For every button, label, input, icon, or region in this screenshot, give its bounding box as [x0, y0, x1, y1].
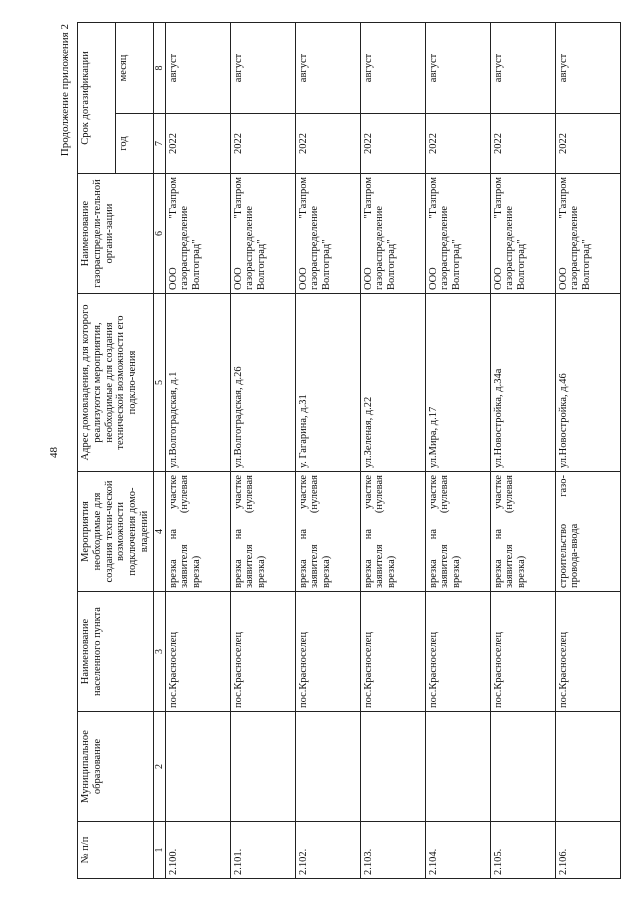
cell-settlement: пос.Красноселец — [425, 592, 490, 712]
cell-municipality — [295, 712, 360, 822]
cell-address: ул.Волгоградская, д.1 — [165, 294, 230, 472]
cell-num: 2.101. — [230, 822, 295, 879]
cell-address: ул.Зеленая, д.22 — [360, 294, 425, 472]
cell-measure: строительство газо-провода-ввода — [555, 472, 620, 592]
cell-gas-org: ООО "Газпром газораспределение Волгоград" — [295, 174, 360, 294]
cell-year: 2022 — [490, 114, 555, 174]
cell-gas-org: ООО "Газпром газораспределение Волгоград" — [425, 174, 490, 294]
cell-year: 2022 — [295, 114, 360, 174]
cell-settlement: пос.Красноселец — [555, 592, 620, 712]
table-row — [490, 22, 555, 878]
cell-gas-org: ООО "Газпром газораспределение Волгоград" — [490, 174, 555, 294]
column-number: 4 — [153, 472, 165, 592]
column-number: 7 — [153, 114, 165, 174]
cell-month: август — [165, 22, 230, 113]
cell-year: 2022 — [360, 114, 425, 174]
cell-gas-org: ООО "Газпром газораспределение Волгоград" — [360, 174, 425, 294]
cell-gas-org: ООО "Газпром газораспределение Волгоград" — [165, 174, 230, 294]
header-address: Адрес домовладения, для которого реализуются мероприятия, необходимые для создания технической возможности его подклю-чения — [78, 294, 154, 472]
cell-num: 2.100. — [165, 822, 230, 879]
cell-measure: врезка на участке заявителя (нулевая врезка) — [295, 472, 360, 592]
cell-settlement: пос.Красноселец — [230, 592, 295, 712]
header-num: № п/п — [78, 822, 154, 879]
table-row — [165, 22, 230, 878]
column-number: 6 — [153, 174, 165, 294]
cell-month: август — [230, 22, 295, 113]
cell-municipality — [555, 712, 620, 822]
cell-municipality — [425, 712, 490, 822]
cell-address: ул.Волгоградская, д.26 — [230, 294, 295, 472]
cell-address: ул.Новостройка, д.46 — [555, 294, 620, 472]
cell-address: ул.Новостройка, д.34а — [490, 294, 555, 472]
cell-measure: врезка на участке заявителя (нулевая врезка) — [425, 472, 490, 592]
table-row — [425, 22, 490, 878]
cell-municipality — [230, 712, 295, 822]
table-row — [230, 22, 295, 878]
cell-year: 2022 — [230, 114, 295, 174]
header-deadline: Срок догазификации — [78, 22, 116, 173]
cell-measure: врезка на участке заявителя (нулевая врезка) — [165, 472, 230, 592]
header-year: год — [115, 114, 153, 174]
column-number: 5 — [153, 294, 165, 472]
table-row — [295, 22, 360, 878]
cell-month: август — [360, 22, 425, 113]
cell-settlement: пос.Красноселец — [360, 592, 425, 712]
cell-month: август — [295, 22, 360, 113]
cell-year: 2022 — [555, 114, 620, 174]
cell-year: 2022 — [425, 114, 490, 174]
cell-settlement: пос.Красноселец — [165, 592, 230, 712]
gasification-table — [77, 22, 621, 879]
cell-gas-org: ООО "Газпром газораспределение Волгоград" — [555, 174, 620, 294]
continuation-label: Продолжение приложения 2 — [59, 24, 71, 157]
cell-num: 2.106. — [555, 822, 620, 879]
header-municipality: Муниципальное образование — [78, 712, 154, 822]
column-number: 2 — [153, 712, 165, 822]
table-row — [360, 22, 425, 878]
cell-municipality — [360, 712, 425, 822]
cell-settlement: пос.Красноселец — [295, 592, 360, 712]
header-gas-org: Наименование газораспредели-тельной органи-зации — [78, 174, 154, 294]
table-row — [555, 22, 620, 878]
page-number: 48 — [48, 447, 60, 458]
column-number: 8 — [153, 22, 165, 113]
column-number: 3 — [153, 592, 165, 712]
cell-measure: врезка на участке заявителя (нулевая врезка) — [360, 472, 425, 592]
cell-num: 2.102. — [295, 822, 360, 879]
header-row — [78, 22, 116, 878]
cell-gas-org: ООО "Газпром газораспределение Волгоград" — [230, 174, 295, 294]
cell-address: ул.Мира, д.17 — [425, 294, 490, 472]
cell-municipality — [490, 712, 555, 822]
cell-num: 2.103. — [360, 822, 425, 879]
column-number: 1 — [153, 822, 165, 879]
column-number-row — [153, 22, 165, 878]
cell-month: август — [425, 22, 490, 113]
header-measures: Мероприятия необходимые для создания техни-ческой возможности подключения домо-владений — [78, 472, 154, 592]
cell-settlement: пос.Красноселец — [490, 592, 555, 712]
cell-year: 2022 — [165, 114, 230, 174]
cell-measure: врезка на участке заявителя (нулевая врезка) — [230, 472, 295, 592]
cell-measure: врезка на участке заявителя (нулевая врезка) — [490, 472, 555, 592]
cell-municipality — [165, 712, 230, 822]
cell-num: 2.104. — [425, 822, 490, 879]
cell-num: 2.105. — [490, 822, 555, 879]
header-month: месяц — [115, 22, 153, 113]
cell-address: у. Гагарина, д.31 — [295, 294, 360, 472]
cell-month: август — [490, 22, 555, 113]
cell-month: август — [555, 22, 620, 113]
header-settlement: Наименование населенного пункта — [78, 592, 154, 712]
